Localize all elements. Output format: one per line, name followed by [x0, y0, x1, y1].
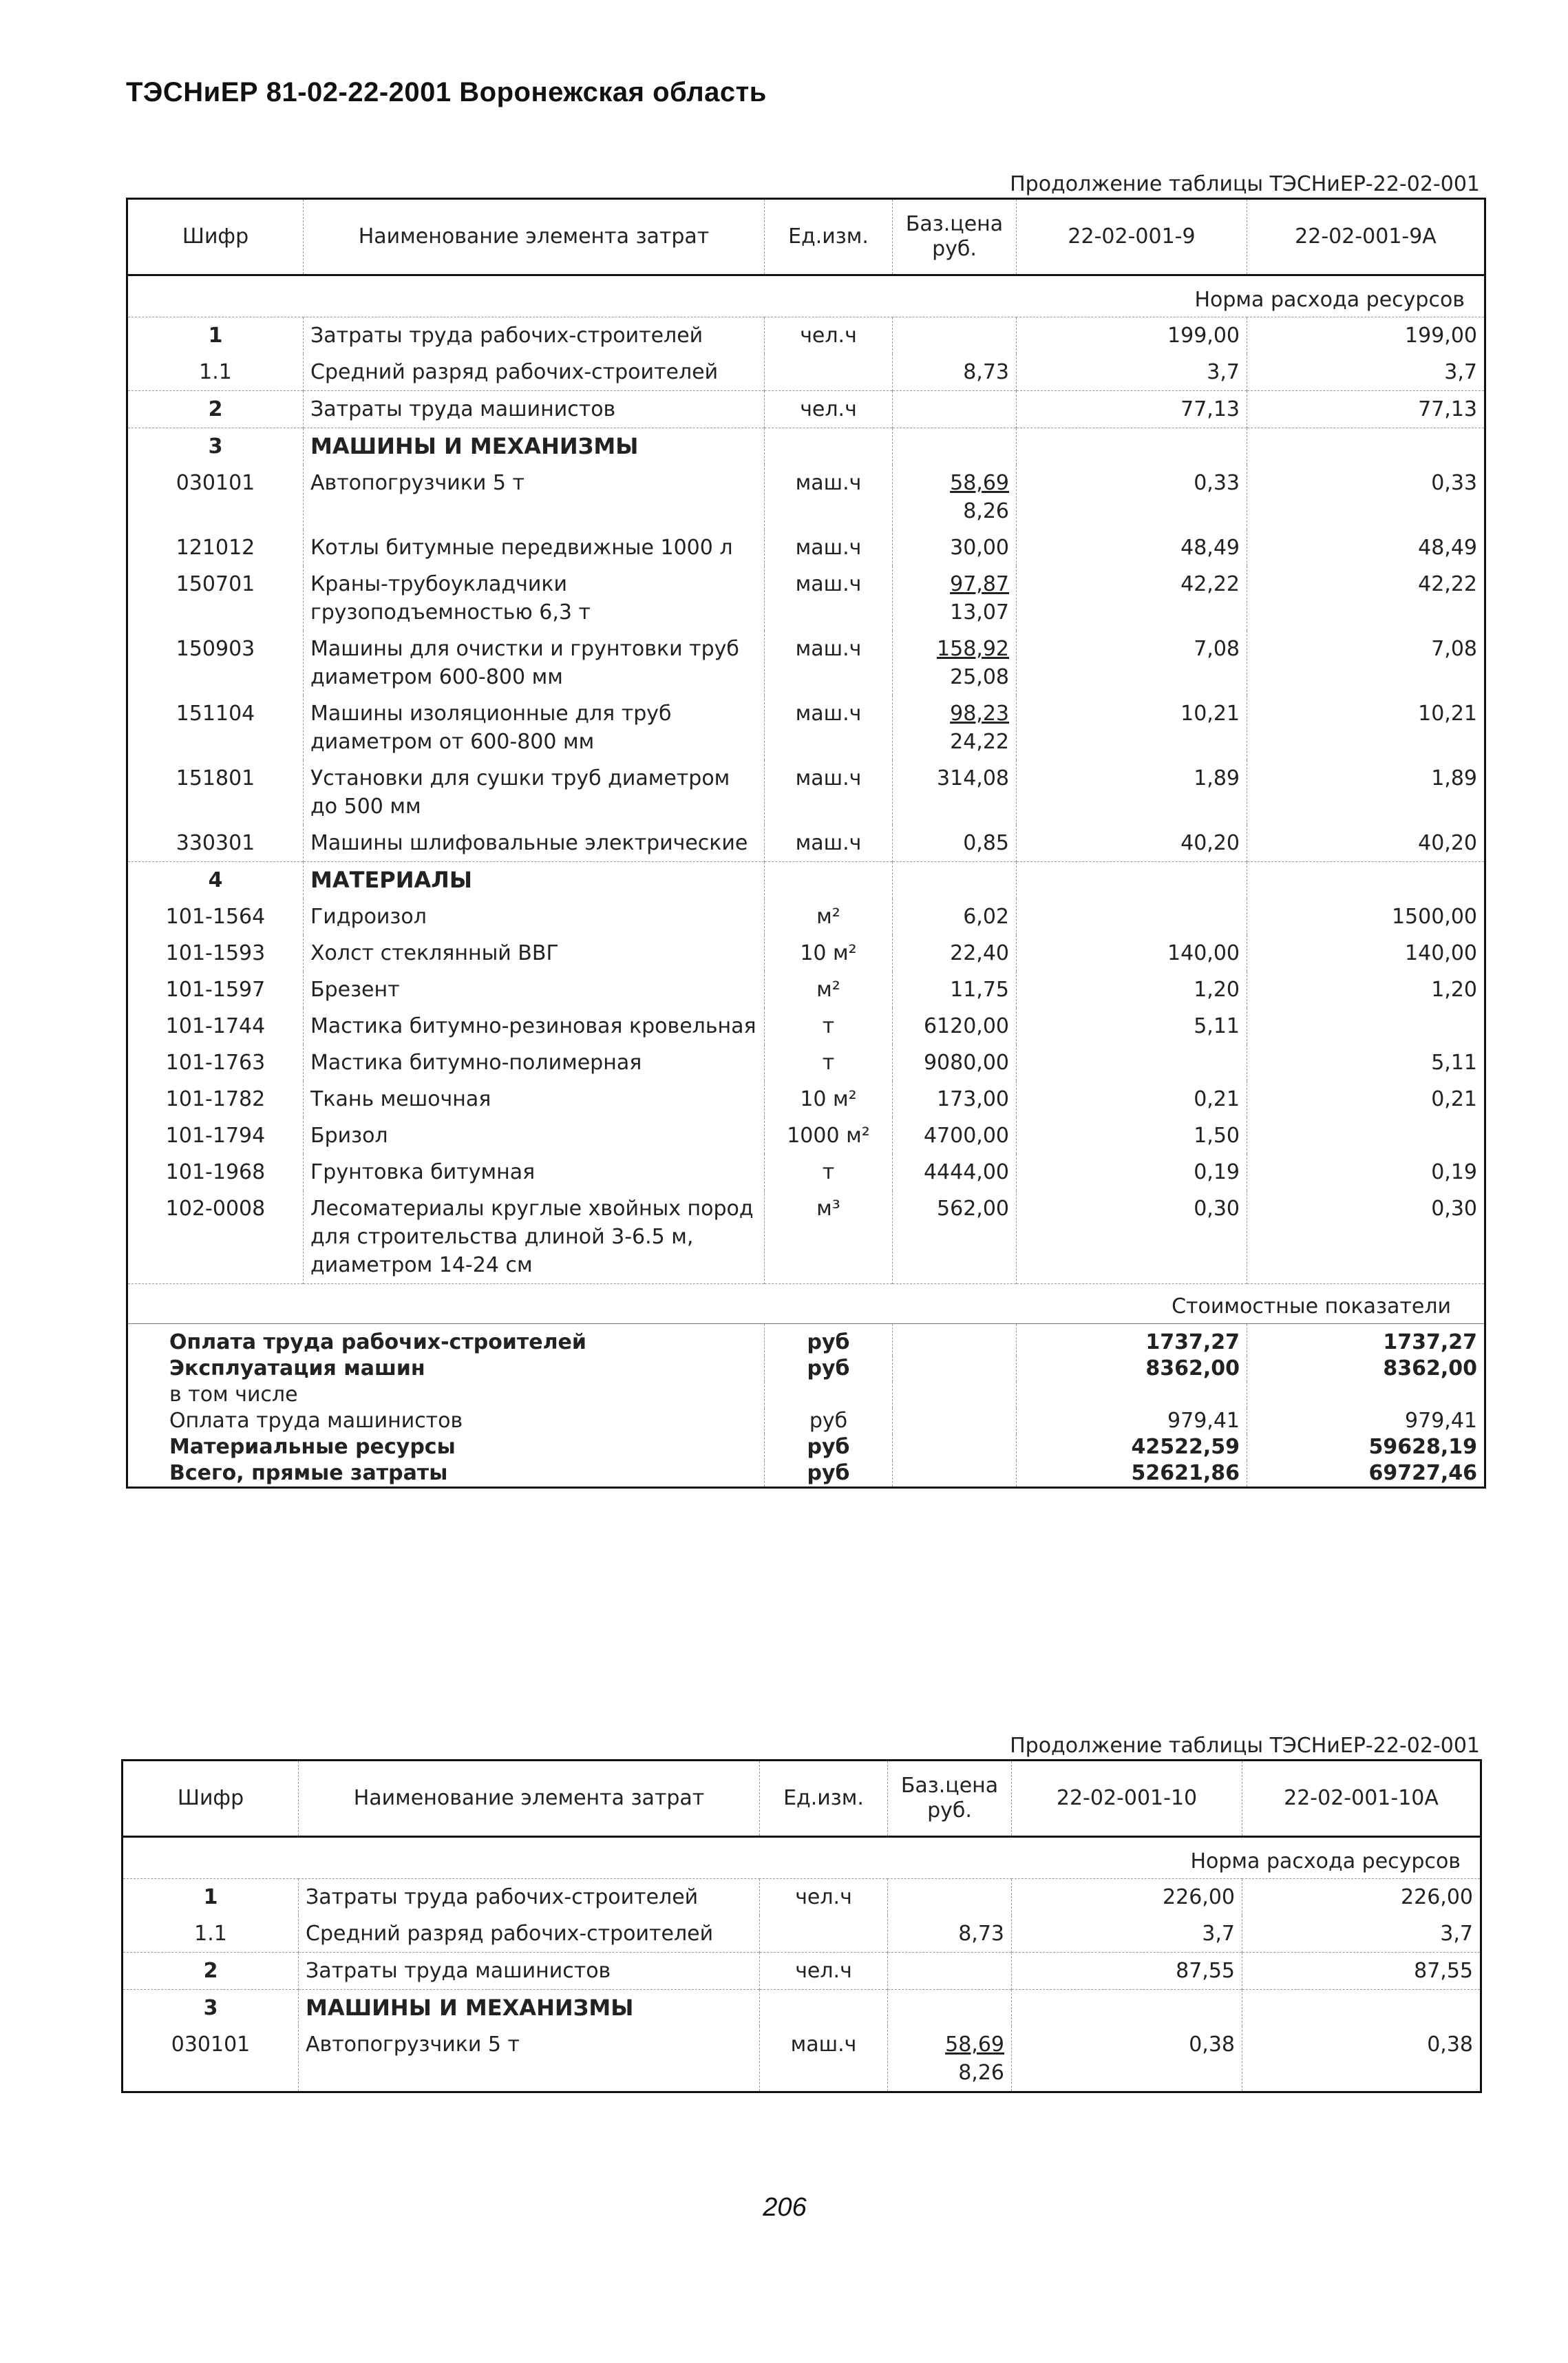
table-row: [123, 1879, 1481, 1916]
col-header-name: Наименование элемента затрат: [299, 1761, 760, 1837]
norm-label: Норма расхода ресурсов: [127, 275, 1485, 317]
row-price: [893, 566, 1017, 631]
row-name: Лесоматериалы круглые хвойных пород для строительства длиной 3-6.5 м, диаметром 14-24 см: [304, 1190, 765, 1284]
row-value-b: 0,21: [1247, 1081, 1485, 1117]
row-price: [893, 972, 1017, 1008]
row-name: Установки для сушки труб диаметром до 500 мм: [304, 760, 765, 825]
price-value: 8,73: [963, 360, 1009, 384]
row-unit: т: [765, 1008, 893, 1044]
price-value: 0,85: [963, 831, 1009, 855]
row-value-a: 0,19: [1017, 1154, 1247, 1190]
row-price: [893, 1190, 1017, 1284]
row-value-a: 3,7: [1017, 354, 1247, 391]
table-row: [127, 428, 1485, 465]
row-price: [888, 1879, 1012, 1916]
col-header-price: Баз.цена руб.: [893, 199, 1017, 275]
table-row: [123, 2026, 1481, 2092]
table-row: [127, 1008, 1485, 1044]
row-value-a: 40,20: [1017, 825, 1247, 862]
row-unit: маш.ч: [765, 566, 893, 631]
row-unit: м²: [765, 972, 893, 1008]
row-unit: 1000 м²: [765, 1117, 893, 1154]
total-name: Оплата труда машинистов: [169, 1409, 463, 1433]
row-unit: чел.ч: [760, 1953, 888, 1990]
total-unit: [765, 1382, 893, 1408]
row-name: Гидроизол: [304, 899, 765, 935]
row-unit: чел.ч: [765, 317, 893, 355]
row-price: [893, 825, 1017, 862]
row-value-a: 5,11: [1017, 1008, 1247, 1044]
row-value-a: 0,30: [1017, 1190, 1247, 1284]
row-code: 3: [127, 428, 304, 465]
table-row: [123, 1915, 1481, 1953]
row-value-a: 48,49: [1017, 529, 1247, 566]
total-value-a: 1737,27: [1017, 1324, 1247, 1356]
row-unit: т: [765, 1044, 893, 1081]
row-unit: маш.ч: [765, 631, 893, 695]
price-value: 158,92: [937, 637, 1009, 661]
row-name: Брезент: [304, 972, 765, 1008]
price-value: 9080,00: [923, 1051, 1009, 1075]
price-value: 30,00: [950, 536, 1009, 560]
total-spacer: [893, 1434, 1017, 1460]
table-row: [127, 935, 1485, 972]
row-unit: т: [765, 1154, 893, 1190]
total-value-a: 979,41: [1017, 1408, 1247, 1434]
total-value-b: 59628,19: [1247, 1434, 1485, 1460]
total-value-b: 1737,27: [1247, 1324, 1485, 1356]
table-row: [127, 1190, 1485, 1284]
row-unit: чел.ч: [765, 391, 893, 428]
row-value-a: 1,20: [1017, 972, 1247, 1008]
table-row: [127, 1154, 1485, 1190]
row-value-b: 42,22: [1247, 566, 1485, 631]
total-unit: руб: [765, 1408, 893, 1434]
total-unit: руб: [765, 1324, 893, 1356]
row-value-a: 10,21: [1017, 695, 1247, 760]
row-value-a: [1017, 428, 1247, 465]
row-value-b: 0,30: [1247, 1190, 1485, 1284]
col-header-price: Баз.цена руб.: [888, 1761, 1012, 1837]
row-price: [893, 354, 1017, 391]
row-unit: маш.ч: [765, 825, 893, 862]
row-value-b: 1,89: [1247, 760, 1485, 825]
row-value-b: 40,20: [1247, 825, 1485, 862]
row-price: [893, 862, 1017, 899]
total-row: [127, 1356, 1485, 1382]
price-value: 58,69: [950, 471, 1009, 495]
price-value: 97,87: [950, 572, 1009, 596]
row-unit: чел.ч: [760, 1879, 888, 1916]
table-row: [127, 972, 1485, 1008]
row-name: МАШИНЫ И МЕХАНИЗМЫ: [299, 1990, 760, 2027]
row-price: [893, 1008, 1017, 1044]
row-name: Мастика битумно-полимерная: [304, 1044, 765, 1081]
row-name: МАШИНЫ И МЕХАНИЗМЫ: [304, 428, 765, 465]
cost-label: Стоимостные показатели: [127, 1284, 1485, 1324]
total-name: Всего, прямые затраты: [169, 1461, 448, 1485]
row-name: Средний разряд рабочих-строителей: [299, 1915, 760, 1953]
row-unit: 10 м²: [765, 1081, 893, 1117]
price-salary-value: 8,26: [963, 499, 1009, 523]
table-row: [127, 354, 1485, 391]
row-name: Машины изоляционные для труб диаметром от 600-800 мм: [304, 695, 765, 760]
row-value-a: 140,00: [1017, 935, 1247, 972]
row-value-b: 0,33: [1247, 465, 1485, 529]
row-price: [893, 935, 1017, 972]
row-value-b: [1247, 1008, 1485, 1044]
resource-table-2: [121, 1759, 1482, 2093]
price-value: 314,08: [937, 766, 1009, 790]
total-unit: руб: [765, 1356, 893, 1382]
col-header-code: Шифр: [127, 199, 304, 275]
price-value: 562,00: [937, 1197, 1009, 1221]
col-header-code-b: 22-02-001-9А: [1247, 199, 1485, 275]
row-code: 1.1: [194, 1922, 227, 1946]
row-value-b: 77,13: [1247, 391, 1485, 428]
price-salary-value: 24,22: [950, 730, 1009, 754]
row-name: Грунтовка битумная: [304, 1154, 765, 1190]
total-spacer: [893, 1324, 1017, 1356]
row-code: 1: [203, 1885, 218, 1909]
row-name: Котлы битумные передвижные 1000 л: [304, 529, 765, 566]
table-row: [127, 1117, 1485, 1154]
row-code: 330301: [176, 831, 255, 855]
total-row: [127, 1460, 1485, 1488]
total-row: [127, 1382, 1485, 1408]
table-row: [127, 529, 1485, 566]
row-code: 101-1763: [165, 1051, 266, 1075]
price-salary-value: 13,07: [950, 600, 1009, 624]
row-value-a: 1,50: [1017, 1117, 1247, 1154]
norm-label-row: [127, 275, 1485, 317]
total-row: [127, 1324, 1485, 1356]
total-unit: руб: [765, 1460, 893, 1488]
resource-table-1: [126, 198, 1486, 1489]
total-value-a: [1017, 1382, 1247, 1408]
row-code: 101-1593: [165, 941, 266, 965]
total-name: Эксплуатация машин: [169, 1356, 425, 1380]
row-value-a: 3,7: [1012, 1915, 1242, 1953]
table-row: [123, 1953, 1481, 1990]
total-value-a: 52621,86: [1017, 1460, 1247, 1488]
row-price: [893, 1081, 1017, 1117]
row-unit: м³: [765, 1190, 893, 1284]
row-unit: 10 м²: [765, 935, 893, 972]
row-value-a: [1017, 862, 1247, 899]
price-value: 58,69: [945, 2033, 1004, 2057]
norm-label-row: [123, 1837, 1481, 1879]
row-unit: [760, 1990, 888, 2027]
row-price: [888, 1990, 1012, 2027]
row-code: 030101: [176, 471, 255, 495]
table-row: [127, 760, 1485, 825]
price-value: 173,00: [937, 1087, 1009, 1111]
row-value-b: [1247, 428, 1485, 465]
total-row: [127, 1408, 1485, 1434]
row-name: Холст стеклянный ВВГ: [304, 935, 765, 972]
row-price: [888, 1915, 1012, 1953]
row-code: 101-1968: [165, 1160, 266, 1184]
row-unit: маш.ч: [765, 760, 893, 825]
total-spacer: [893, 1460, 1017, 1488]
row-code: 1: [208, 324, 223, 348]
row-value-a: 77,13: [1017, 391, 1247, 428]
row-price: [888, 2026, 1012, 2092]
col-header-code-b: 22-02-001-10А: [1242, 1761, 1481, 1837]
row-name: Автопогрузчики 5 т: [304, 465, 765, 529]
col-header-code-a: 22-02-001-10: [1012, 1761, 1242, 1837]
row-code: 030101: [171, 2033, 251, 2057]
table-row: [127, 566, 1485, 631]
price-value: 6120,00: [923, 1014, 1009, 1038]
price-salary-value: 25,08: [950, 665, 1009, 689]
row-name: МАТЕРИАЛЫ: [304, 862, 765, 899]
page-title: ТЭСНиЕР 81-02-22-2001 Воронежская область: [126, 77, 767, 107]
row-code: 102-0008: [165, 1197, 266, 1221]
row-name: Затраты труда рабочих-строителей: [304, 317, 765, 355]
row-code: 1.1: [199, 360, 232, 384]
row-value-b: 199,00: [1247, 317, 1485, 355]
total-unit: руб: [765, 1434, 893, 1460]
row-code: 4: [127, 862, 304, 899]
row-value-b: 7,08: [1247, 631, 1485, 695]
row-code: 101-1744: [165, 1014, 266, 1038]
row-price: [893, 1154, 1017, 1190]
row-value-a: 1,89: [1017, 760, 1247, 825]
table-row: [127, 1081, 1485, 1117]
row-code: 150701: [176, 572, 255, 596]
table-row: [127, 631, 1485, 695]
row-price: [893, 465, 1017, 529]
row-value-a: 199,00: [1017, 317, 1247, 355]
row-value-a: 226,00: [1012, 1879, 1242, 1916]
total-value-b: 979,41: [1247, 1408, 1485, 1434]
table1-caption: Продолжение таблицы ТЭСНиЕР-22-02-001: [1010, 172, 1480, 196]
row-value-a: 87,55: [1012, 1953, 1242, 1990]
row-value-b: 226,00: [1242, 1879, 1481, 1916]
row-name: Затраты труда рабочих-строителей: [299, 1879, 760, 1916]
row-unit: [765, 354, 893, 391]
row-price: [893, 695, 1017, 760]
total-value-b: 69727,46: [1247, 1460, 1485, 1488]
col-header-unit: Ед.изм.: [765, 199, 893, 275]
row-name: Автопогрузчики 5 т: [299, 2026, 760, 2092]
row-name: Затраты труда машинистов: [299, 1953, 760, 1990]
col-header-code-a: 22-02-001-9: [1017, 199, 1247, 275]
row-code: 121012: [176, 536, 255, 560]
row-unit: [765, 862, 893, 899]
row-price: [893, 317, 1017, 355]
table-row: [127, 317, 1485, 355]
row-value-b: 10,21: [1247, 695, 1485, 760]
price-value: 22,40: [950, 941, 1009, 965]
row-price: [893, 428, 1017, 465]
row-price: [893, 1044, 1017, 1081]
total-row: [127, 1434, 1485, 1460]
row-name: Краны-трубоукладчики грузоподъемностью 6,3 т: [304, 566, 765, 631]
row-price: [893, 529, 1017, 566]
total-name: в том числе: [169, 1383, 298, 1407]
row-price: [888, 1953, 1012, 1990]
row-value-a: 0,21: [1017, 1081, 1247, 1117]
row-name: Машины шлифовальные электрические: [304, 825, 765, 862]
row-value-b: 0,19: [1247, 1154, 1485, 1190]
table-row: [123, 1990, 1481, 2027]
row-value-b: 3,7: [1247, 354, 1485, 391]
row-unit: [760, 1915, 888, 1953]
col-header-code: Шифр: [123, 1761, 299, 1837]
row-code: 2: [127, 391, 304, 428]
row-code: 101-1564: [165, 905, 266, 929]
norm-label: Норма расхода ресурсов: [123, 1837, 1481, 1879]
row-value-a: 42,22: [1017, 566, 1247, 631]
table2-caption: Продолжение таблицы ТЭСНиЕР-22-02-001: [1010, 1734, 1480, 1758]
price-value: 4700,00: [923, 1124, 1009, 1148]
table-header-row: [127, 199, 1485, 275]
row-value-a: [1017, 899, 1247, 935]
col-header-name: Наименование элемента затрат: [304, 199, 765, 275]
price-value: 11,75: [950, 978, 1009, 1002]
row-code: 101-1782: [165, 1087, 266, 1111]
total-spacer: [893, 1382, 1017, 1408]
row-value-b: 3,7: [1242, 1915, 1481, 1953]
row-value-b: 0,38: [1242, 2026, 1481, 2092]
price-salary-value: 8,26: [958, 2061, 1004, 2085]
row-value-b: 87,55: [1242, 1953, 1481, 1990]
row-value-a: [1017, 1044, 1247, 1081]
table-row: [127, 465, 1485, 529]
row-value-a: 0,33: [1017, 465, 1247, 529]
row-name: Затраты труда машинистов: [304, 391, 765, 428]
col-header-unit: Ед.изм.: [760, 1761, 888, 1837]
row-name: Мастика битумно-резиновая кровельная: [304, 1008, 765, 1044]
total-name: Материальные ресурсы: [169, 1435, 456, 1459]
total-value-a: 42522,59: [1017, 1434, 1247, 1460]
row-value-a: 7,08: [1017, 631, 1247, 695]
row-value-b: 1,20: [1247, 972, 1485, 1008]
row-unit: [765, 428, 893, 465]
table-row: [127, 862, 1485, 899]
price-value: 8,73: [958, 1922, 1004, 1946]
page-number: 206: [763, 2193, 807, 2222]
table-row: [127, 825, 1485, 862]
table-row: [127, 1044, 1485, 1081]
price-value: 4444,00: [923, 1160, 1009, 1184]
price-value: 98,23: [950, 702, 1009, 726]
row-price: [893, 899, 1017, 935]
table-row: [127, 391, 1485, 428]
total-value-b: 8362,00: [1247, 1356, 1485, 1382]
row-name: Бризол: [304, 1117, 765, 1154]
total-spacer: [893, 1408, 1017, 1434]
row-unit: маш.ч: [765, 695, 893, 760]
table-row: [127, 695, 1485, 760]
row-value-a: [1012, 1990, 1242, 2027]
row-name: Машины для очистки и грунтовки труб диаметром 600-800 мм: [304, 631, 765, 695]
total-value-a: 8362,00: [1017, 1356, 1247, 1382]
row-value-b: [1247, 862, 1485, 899]
row-code: 150903: [176, 637, 255, 661]
row-name: Средний разряд рабочих-строителей: [304, 354, 765, 391]
row-price: [893, 391, 1017, 428]
cost-label-row: [127, 1284, 1485, 1324]
row-code: 151801: [176, 766, 255, 790]
row-unit: м²: [765, 899, 893, 935]
row-price: [893, 760, 1017, 825]
row-name: Ткань мешочная: [304, 1081, 765, 1117]
row-unit: маш.ч: [760, 2026, 888, 2092]
row-unit: маш.ч: [765, 465, 893, 529]
row-code: 3: [123, 1990, 299, 2027]
row-value-b: 48,49: [1247, 529, 1485, 566]
row-price: [893, 631, 1017, 695]
table-row: [127, 899, 1485, 935]
row-code: 101-1597: [165, 978, 266, 1002]
row-code: 151104: [176, 702, 255, 726]
row-value-a: 0,38: [1012, 2026, 1242, 2092]
row-value-b: [1247, 1117, 1485, 1154]
row-value-b: 140,00: [1247, 935, 1485, 972]
total-spacer: [893, 1356, 1017, 1382]
total-name: Оплата труда рабочих-строителей: [127, 1324, 765, 1356]
price-value: 6,02: [963, 905, 1009, 929]
row-value-b: [1242, 1990, 1481, 2027]
row-value-b: 5,11: [1247, 1044, 1485, 1081]
row-value-b: 1500,00: [1247, 899, 1485, 935]
row-unit: маш.ч: [765, 529, 893, 566]
row-code: 101-1794: [165, 1124, 266, 1148]
row-code: 2: [123, 1953, 299, 1990]
row-price: [893, 1117, 1017, 1154]
table-header-row: [123, 1761, 1481, 1837]
total-value-b: [1247, 1382, 1485, 1408]
